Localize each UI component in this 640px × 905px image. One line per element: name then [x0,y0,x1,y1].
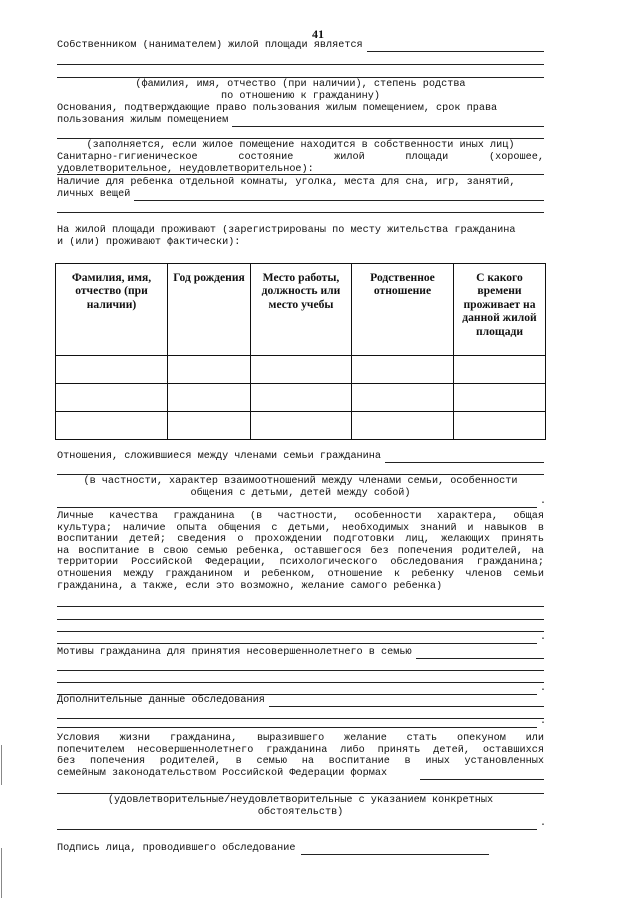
personal-qualities-field-2[interactable] [57,619,544,620]
scan-edge-mark [1,848,5,898]
table-cell[interactable] [251,412,352,440]
conditions-period: . [540,818,547,829]
conditions-line: Условия жизни гражданина, выразившего желание стать опекуном или [57,733,544,744]
owner-line-3[interactable] [57,77,544,78]
header-residence-since: С какого времени проживает на данной жилой площади [454,264,546,356]
residents-line-1: На жилой площади проживают (зарегистрированы по месту жительства гражданина [57,225,516,236]
motives-field[interactable] [416,649,544,659]
signature-row [57,843,489,855]
relations-caption-line-2: общения с детьми, детей между собой) [190,487,411,499]
personal-qualities-line: отношения между гражданином и ребенком, отношение к ребенку членов семьи [57,568,544,580]
grounds-caption: (заполняется, если жилое помещение находится в собственности иных лиц) [86,140,515,151]
owner-caption-line-2: по отношению к гражданину) [221,90,380,102]
grounds-line-1: Основания, подтверждающие право пользования жилым помещением, срок права [57,103,498,114]
personal-qualities-line: территории Российской Федерации, психологического обследования гражданина; [57,557,544,569]
child-room-label: личных вещей [57,189,131,200]
sanitary-line-2: удовлетворительное, неудовлетворительное): [57,163,314,175]
personal-qualities-line: гражданина, а также, если это возможно, желание самого ребенка) [57,580,443,592]
additional-label: Дополнительные данные обследования [57,695,265,706]
table-cell[interactable] [251,384,352,412]
table-cell[interactable] [454,412,546,440]
additional-row [57,695,544,707]
header-workplace: Место работы, должность или место учебы [251,264,352,356]
personal-qualities-period: . [540,632,547,643]
header-birth-year: Год рождения [168,264,251,356]
relations-line-2[interactable] [57,474,544,475]
relations-caption [57,476,544,499]
personal-qualities-field-1[interactable] [57,606,544,607]
personal-qualities-field-3[interactable] [57,631,544,632]
additional-line-2[interactable] [57,718,544,719]
relations-label: Отношения, сложившиеся между членами семьи гражданина [57,451,382,462]
residents-line-2: и (или) проживают фактически): [57,237,241,248]
table-cell[interactable] [352,384,454,412]
personal-qualities-line: воспитании детей; сведения о прохождении подготовки лиц, желающих принять [57,534,544,546]
table-cell[interactable] [168,356,251,384]
personal-qualities-block [57,511,544,592]
sanitary-line-1: Санитарно-гигиеническое состояние жилой площади (хорошее, [57,152,544,163]
relations-period: . [540,496,547,507]
owner-caption-line-1: (фамилия, имя, отчество (при наличии), степень родства [135,79,466,90]
header-full-name: Фамилия, имя, отчество (при наличии) [56,264,168,356]
conditions-line: попечителем несовершеннолетнего гражданина либо принять детей, оставшихся [57,744,544,756]
motives-line-3[interactable] [57,682,544,683]
table-cell[interactable] [56,384,168,412]
conditions-line: без попечения родителей, в семью на воспитание в иных установленных [57,756,544,768]
relations-row [57,451,544,463]
sanitary-field[interactable] [57,174,544,175]
grounds-label: пользования жилым помещением [57,115,229,126]
child-room-row [57,189,544,201]
table-header-row [56,264,546,356]
grounds-field[interactable] [232,117,544,127]
conditions-caption-line-2: обстоятельств) [257,806,344,818]
owner-caption [57,79,544,102]
additional-field[interactable] [269,697,544,707]
table-cell[interactable] [454,384,546,412]
scan-edge-mark [1,745,5,785]
signature-field[interactable] [301,845,489,855]
owner-row [57,40,544,52]
table-cell[interactable] [56,412,168,440]
table-row [56,356,546,384]
relations-field[interactable] [385,453,544,463]
motives-row [57,647,544,659]
motives-line-2[interactable] [57,670,544,671]
table-cell[interactable] [168,384,251,412]
page-number: 41 [312,27,324,41]
signature-label: Подпись лица, проводившего обследование [57,843,296,854]
grounds-row [57,115,544,127]
header-relation: Родственное отношение [352,264,454,356]
table-cell[interactable] [56,356,168,384]
owner-line-2[interactable] [57,64,544,65]
relations-line-3[interactable] [57,507,537,508]
conditions-field[interactable] [420,779,544,780]
sanitary-block [57,152,544,175]
conditions-line: семейным законодательством Российской Федерации формах [57,767,388,779]
motives-label: Мотивы гражданина для принятия несовершеннолетнего в семью [57,647,412,658]
owner-label: Собственником (нанимателем) жилой площади является [57,40,363,51]
conditions-line-3[interactable] [57,829,537,830]
owner-field[interactable] [367,42,544,52]
conditions-block [57,733,544,779]
personal-qualities-line: культура; наличие опыта общения с детьми, необходимых знаний и навыков в [57,522,544,534]
motives-period: . [540,683,547,694]
table-row [56,384,546,412]
additional-line-3[interactable] [57,727,537,728]
personal-qualities-line: на воспитание в свою семью ребенка, оставшегося без попечения родителей, на [57,545,544,557]
personal-qualities-line: Личные качества гражданина (в частности, особенности характера, общая [57,511,544,522]
table-cell[interactable] [352,356,454,384]
child-room-line-1: Наличие для ребенка отдельной комнаты, уголка, места для сна, игр, занятий, [57,177,516,188]
conditions-caption [57,795,544,818]
table-cell[interactable] [352,412,454,440]
child-room-field[interactable] [134,191,544,201]
personal-qualities-field-4[interactable] [57,643,537,644]
grounds-line-extra[interactable] [57,138,544,139]
child-room-line-extra[interactable] [57,212,544,213]
table-cell[interactable] [251,356,352,384]
table-row [56,412,546,440]
residents-table [55,263,546,440]
table-cell[interactable] [454,356,546,384]
conditions-line-2[interactable] [57,793,544,794]
relations-caption-line-1: (в частности, характер взаимоотношений между членами семьи, особенности [83,476,518,487]
additional-period: . [540,716,547,727]
conditions-caption-line-1: (удовлетворительные/неудовлетворительные с указанием конкретных [107,795,494,806]
table-cell[interactable] [168,412,251,440]
